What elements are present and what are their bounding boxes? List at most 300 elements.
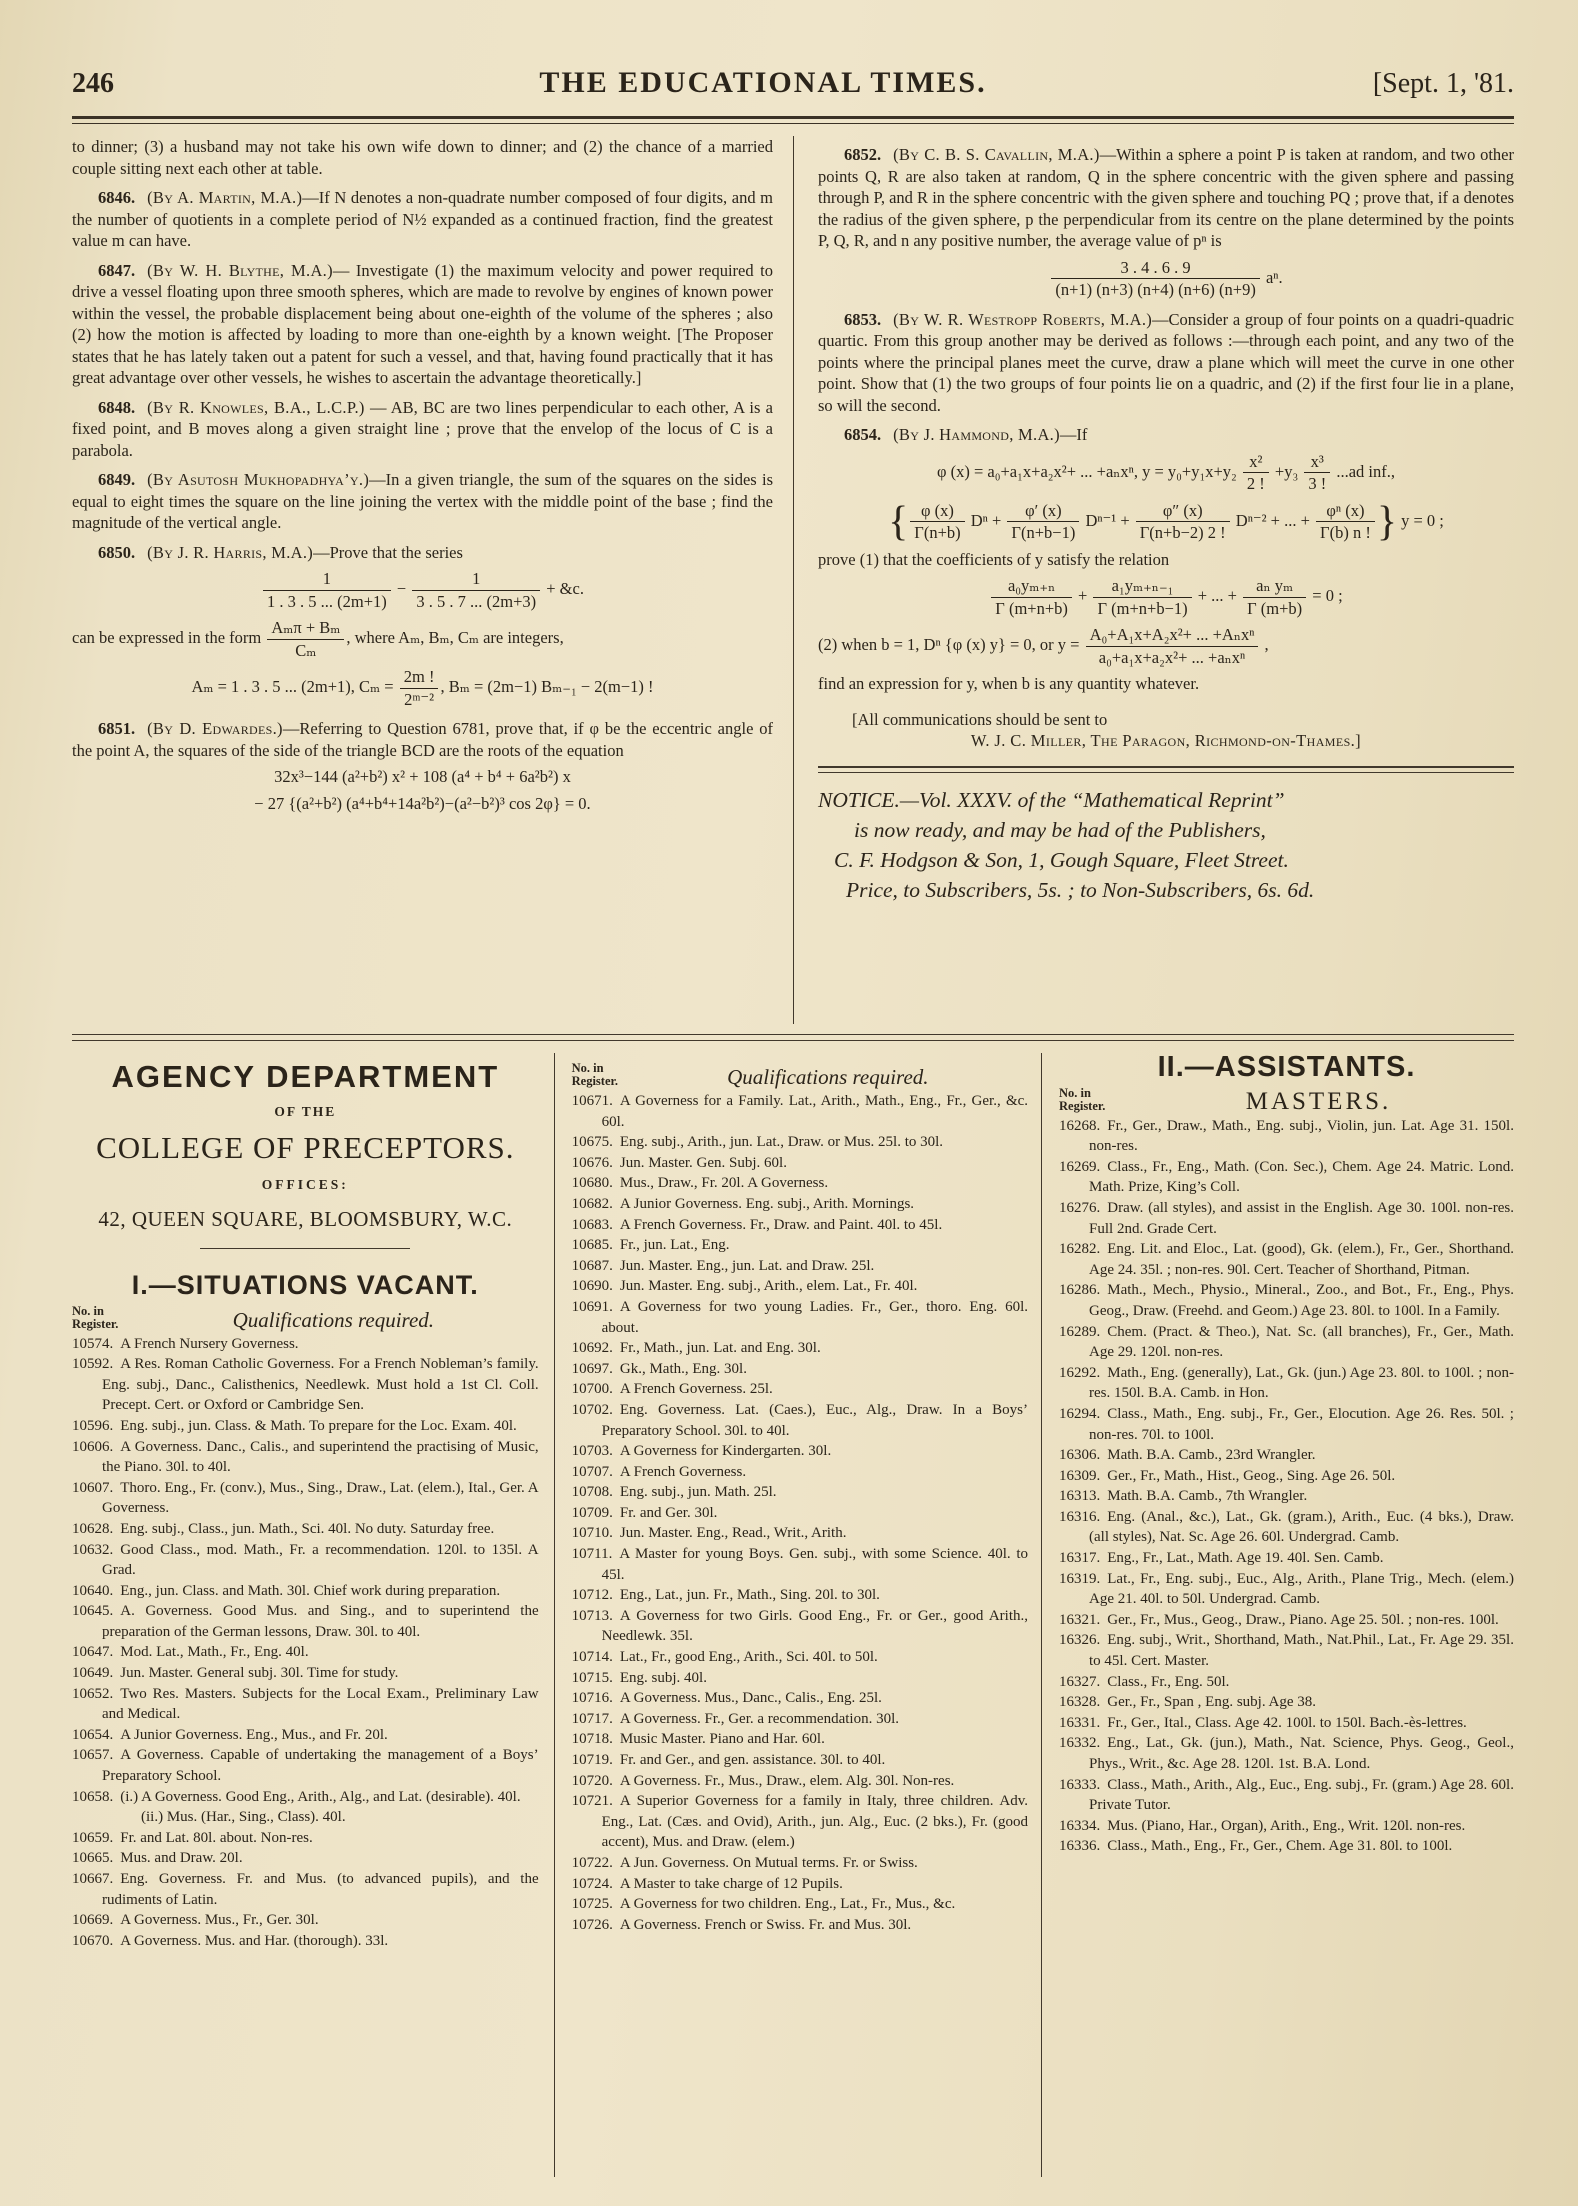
problem-lead — [72, 469, 773, 534]
fraction: $\frac{\varphi (x)}{\Gamma(n+b)}$ — [908, 500, 966, 544]
entry-text: Two Res. Masters. Subjects for the Local Exam., Preliminary Law and Medical. — [102, 1685, 539, 1723]
register-entry — [1059, 1713, 1514, 1734]
entry-number: 10676. — [571, 1154, 613, 1171]
entry-text: Eng. (Anal., &c.), Lat., Gk. (gram.), Arith., Euc. (4 bks.), Draw. (all styles), Nat. Sc. Age 26. 60l. Undergrad. Camb. — [1089, 1508, 1514, 1546]
entry-number: 10665. — [72, 1850, 114, 1867]
formula-line — [72, 766, 773, 788]
problem-number: 6851. — [98, 719, 136, 738]
header-double-rule — [72, 116, 1514, 124]
notice-double-rule — [818, 766, 1514, 773]
entry-text: Good Class., mod. Math., Fr. a recommendation. 120l. to 135l. A Grad. — [102, 1541, 539, 1579]
problem-body — [818, 451, 1514, 695]
entry-text: Lat., Fr., Eng. subj., Euc., Alg., Arith., Plane Trig., Mech. (elem.) Age 21. 40l. to 50l. Undergrad. Camb. — [1089, 1570, 1514, 1608]
entry-text: Class., Math., Arith., Alg., Euc., Eng. subj., Fr. (gram.) Age 28. 60l. Private Tutor. — [1089, 1776, 1514, 1814]
register-entry — [1059, 1692, 1514, 1713]
register-entry — [72, 1581, 539, 1602]
entry-text: Chem. (Pract. & Theo.), Nat. Sc. (all branches), Fr., Ger., Math. Age 29. 120l. non-res. — [1089, 1323, 1514, 1361]
register-entry — [572, 1400, 1028, 1441]
entry-text: A Governess. Capable of undertaking the management of a Boys’ Preparatory School. — [102, 1747, 539, 1785]
entry-text: A Governess for a Family. Lat., Arith., Math., Eng., Fr., Ger., &c. 60l. — [601, 1093, 1029, 1130]
problem — [72, 397, 773, 462]
entry-number: 10722. — [571, 1854, 613, 1871]
entry-text: Eng. Governess. Lat. (Caes.), Euc., Alg., Draw. In a Boys’ Preparatory School. 30l. to 40l. — [601, 1401, 1029, 1439]
agency-section — [72, 1053, 1514, 2177]
register-entry — [572, 1688, 1028, 1709]
entry-number: 10607. — [72, 1479, 114, 1496]
entry-number: 16289. — [1059, 1323, 1101, 1340]
entry-text: Fr. and Ger. 30l. — [619, 1504, 718, 1521]
formula-text: , Bₘ = (2m−1) Bₘ₋₁ − 2(m−1) ! — [440, 676, 654, 696]
register-entry — [1059, 1157, 1514, 1198]
register-entry — [72, 1334, 539, 1355]
register-entry — [1059, 1198, 1514, 1239]
formula-line — [72, 793, 773, 815]
problem-statement: — AB, BC are two lines perpendicular to each other, A is a fixed point, and B moves along a given straight line ; prove that the envelop of the locus of C is a parabola. — [72, 397, 773, 460]
entry-text: (ii.) Mus. (Har., Sing., Class). 40l. — [141, 1809, 346, 1826]
entry-number: 16286. — [1059, 1282, 1101, 1299]
register-entry — [72, 1416, 539, 1437]
problems-right-list — [818, 144, 1514, 695]
big-brace: { — [888, 498, 909, 545]
entry-number: 10671. — [571, 1093, 613, 1109]
problem-author: (By D. Edwardes.) — [147, 719, 283, 738]
entry-text: Gk., Math., Eng. 30l. — [619, 1360, 747, 1377]
register-entry — [1059, 1239, 1514, 1280]
register-entry — [572, 1338, 1028, 1359]
entry-text: A Governess for Kindergarten. 30l. — [619, 1443, 832, 1460]
entry-number: 16313. — [1059, 1488, 1101, 1505]
formula-text: φ (x) = a₀+a₁x+a₂x²+ ... +aₙxⁿ, y = y₀+y₁x+y₂ — [936, 461, 1241, 481]
fraction: $\frac{\text{a₁yₘ₊ₙ₋₁}}{\Gamma (m+n+b-1)}$ — [1091, 575, 1193, 619]
notice-line2: is now ready, and may be had of the Publishers, — [854, 817, 1266, 842]
entry-number: 10632. — [72, 1541, 114, 1558]
entry-text: A Governess for two children. Eng., Lat., Fr., Mus., &c. — [619, 1896, 956, 1913]
entry-text: A. Governess. Good Mus. and Sing., and to superintend the preparation of the German lessons, Draw. 30l. to 40l. — [102, 1603, 539, 1640]
register-entry — [572, 1668, 1028, 1689]
register-entry — [72, 1848, 539, 1869]
qualifications-label: Qualifications required. — [727, 1065, 929, 1090]
entry-text: Eng. subj. 40l. — [619, 1669, 707, 1686]
register-entry — [572, 1544, 1028, 1585]
page-header — [72, 66, 1514, 100]
problem-number: 6854. — [844, 425, 882, 444]
problem — [72, 260, 773, 389]
problem-lead — [72, 718, 773, 761]
entry-number: 10690. — [571, 1278, 613, 1295]
entry-text: Fr., Ger., Draw., Math., Eng. subj., Violin, jun. Lat. Age 31. 150l. non-res. — [1089, 1117, 1514, 1155]
problem-lead — [72, 542, 773, 564]
entry-text: Eng. subj., jun. Math. 25l. — [619, 1484, 777, 1501]
formula-line — [818, 624, 1514, 668]
problems-section — [72, 136, 1514, 1024]
register-entry — [72, 1725, 539, 1746]
entry-text: A Governess. Danc., Calis., and superintend the practising of Music, the Piano. 30l. to 40l. — [102, 1438, 539, 1476]
register-entry — [572, 1585, 1028, 1606]
formula-text: ...ad inf., — [1332, 461, 1395, 481]
entry-text: Eng. subj., Writ., Shorthand, Math., Nat.Phil., Lat., Fr. Age 29. 35l. to 45l. Cert. Master. — [1089, 1632, 1514, 1670]
problem — [72, 469, 773, 534]
agency-college: COLLEGE OF PRECEPTORS. — [96, 1130, 515, 1166]
register-entry — [572, 1482, 1028, 1503]
page-title: THE EDUCATIONAL TIMES. — [539, 66, 987, 99]
assistants-title: II.—ASSISTANTS. — [1157, 1053, 1416, 1083]
entry-number: 16326. — [1059, 1632, 1101, 1649]
formula-text: = 0 ; — [1308, 585, 1343, 605]
entry-number: 10691. — [571, 1298, 613, 1315]
problems-left-list — [72, 187, 773, 814]
page-number: 246 — [72, 68, 114, 99]
problem-text: prove (1) that the coefficients of y satisfy the relation — [818, 549, 1170, 569]
entry-number: 16282. — [1059, 1241, 1101, 1258]
problem-lead — [72, 397, 773, 462]
problem-body — [72, 766, 773, 814]
communications-line2: W. J. C. Miller, The Paragon, Richmond-on-Thames.] — [970, 731, 1362, 750]
entry-text: A Master to take charge of 12 Pupils. — [619, 1875, 843, 1892]
register-entry — [1059, 1466, 1514, 1487]
register-entry — [572, 1606, 1028, 1647]
entry-number: 10647. — [72, 1644, 114, 1661]
entry-number: 16317. — [1059, 1550, 1101, 1567]
entry-number: 10606. — [72, 1438, 114, 1455]
entry-text: Jun. Master. Gen. Subj. 60l. — [619, 1154, 787, 1171]
masters-title: MASTERS. — [1245, 1088, 1392, 1115]
register-entry — [72, 1601, 539, 1642]
register-label: Register. — [1059, 1098, 1106, 1113]
entry-number: 10718. — [571, 1731, 613, 1748]
entry-number: 10685. — [571, 1237, 613, 1254]
problem-author: (By W. R. Westropp Roberts, M.A.) — [893, 309, 1153, 329]
problem-number: 6849. — [98, 470, 136, 489]
entry-text: Eng. subj., Arith., jun. Lat., Draw. or Mus. 25l. to 30l. — [619, 1134, 944, 1151]
entry-number: 10708. — [571, 1484, 613, 1501]
register-entry — [1059, 1610, 1514, 1631]
formula-text: aⁿ. — [1261, 267, 1283, 287]
entry-text: Mod. Lat., Math., Fr., Eng. 40l. — [120, 1644, 309, 1661]
fraction: $\frac{\text{A₀+A₁x+A₂x²+ ... +Aₙxⁿ}}{\text{a₀+a₁x+a₂x²+ ... +aₙxⁿ}}$ — [1084, 624, 1261, 668]
formula-text: − 27 {(a²+b²) (a⁴+b⁴+14a²b²)−(a²−b²)³ cos 2φ} = 0. — [254, 793, 591, 813]
entry-text: A Governess. Fr., Mus., Draw., elem. Alg. 30l. Non-res. — [619, 1772, 955, 1789]
register-entry — [572, 1729, 1028, 1750]
entry-text: A Master for young Boys. Gen. subj., with some Science. 40l. to 45l. — [601, 1546, 1029, 1583]
entry-number: 10628. — [72, 1520, 114, 1537]
register-entry — [572, 1091, 1028, 1132]
vacant-left-list — [72, 1334, 539, 1952]
register-entry — [1059, 1672, 1514, 1693]
register-entry — [1059, 1404, 1514, 1445]
entry-number: 16268. — [1059, 1117, 1101, 1134]
register-entry — [572, 1503, 1028, 1524]
entry-text: A Governess. Mus., Fr., Ger. 30l. — [120, 1912, 319, 1929]
entry-text: Thoro. Eng., Fr. (conv.), Mus., Sing., Draw., Lat. (elem.), Ital., Ger. A Governess. — [102, 1479, 539, 1517]
problem-statement: —In a given triangle, the sum of the squares on the sides is equal to eight times the square on the line joining the vertex with the middle point of the base ; find the magnitude of the vertical angle. — [72, 470, 773, 532]
register-label: Register. — [571, 1074, 619, 1088]
entry-number: 10712. — [571, 1587, 613, 1604]
register-entry — [572, 1256, 1028, 1277]
register-entry — [72, 1869, 539, 1910]
entry-number: 10669. — [72, 1912, 114, 1929]
entry-number: 10657. — [72, 1747, 114, 1764]
no-in-label: No. in — [1059, 1085, 1091, 1100]
entry-number: 10680. — [571, 1175, 613, 1192]
entry-text: Fr., Math., jun. Lat. and Eng. 30l. — [619, 1340, 821, 1357]
register-entry — [72, 1478, 539, 1519]
entry-text: Math. B.A. Camb., 23rd Wrangler. — [1107, 1447, 1316, 1464]
column-label-row — [72, 1305, 539, 1331]
entry-number: 10711. — [571, 1546, 613, 1563]
problem-author: (By J. R. Harris, M.A.) — [147, 542, 314, 562]
formula-text: 32x³−144 (a²+b²) x² + 108 (a⁴ + b⁴ + 6a²b²) x — [274, 767, 571, 786]
formula-text: + ... + — [1193, 585, 1242, 605]
entry-text: Math. B.A. Camb., 7th Wrangler. — [1107, 1488, 1308, 1505]
register-entry — [72, 1787, 539, 1808]
fraction: $\frac{\text{x²}}{2 !}$ — [1241, 451, 1271, 495]
entry-text: Mus. and Draw. 20l. — [120, 1850, 243, 1867]
fraction: $\frac{\text{a₀yₘ₊ₙ}}{\Gamma (m+n+b)}$ — [989, 575, 1074, 619]
entry-text: Eng., jun. Class. and Math. 30l. Chief work during preparation. — [120, 1582, 501, 1599]
entry-text: Draw. (all styles), and assist in the English. Age 30. 100l. non-res. Full 2nd. Grade Cert. — [1089, 1199, 1514, 1237]
register-entry — [1059, 1322, 1514, 1363]
problem-number: 6847. — [98, 260, 136, 280]
entry-number: 16269. — [1059, 1158, 1101, 1175]
register-entry — [572, 1915, 1028, 1936]
entry-number: 10719. — [571, 1752, 613, 1768]
entry-number: 16333. — [1059, 1776, 1101, 1793]
register-entry — [1059, 1548, 1514, 1569]
register-entry — [1059, 1280, 1514, 1321]
register-entry — [572, 1709, 1028, 1730]
entry-number: 10714. — [571, 1649, 613, 1666]
vacant-middle-list — [572, 1091, 1028, 1935]
situations-vacant-title: I.—SITUATIONS VACANT. — [131, 1269, 479, 1300]
entry-text: Lat., Fr., good Eng., Arith., Sci. 40l. to 50l. — [619, 1649, 878, 1666]
page-date: [Sept. 1, '81. — [1372, 68, 1514, 99]
formula-text: + &c. — [542, 578, 584, 598]
assistants-column — [1041, 1053, 1514, 2177]
register-entry — [572, 1379, 1028, 1400]
formula-text: Aₘ = 1 . 3 . 5 ... (2m+1), Cₘ = — [191, 676, 398, 696]
entry-number: 16309. — [1059, 1467, 1101, 1484]
no-in-register-label — [1059, 1087, 1149, 1113]
register-entry — [572, 1874, 1028, 1895]
problem-author: (By J. Hammond, M.A.) — [893, 425, 1060, 444]
entry-text: Math., Eng. (generally), Lat., Gk. (jun.) Age 23. 80l. to 100l. ; non-res. 150l. B.A. Camb. in Hon. — [1089, 1364, 1514, 1402]
register-entry — [572, 1297, 1028, 1338]
vacancies-middle-column — [554, 1053, 1041, 2177]
register-entry — [72, 1437, 539, 1478]
register-entry — [72, 1828, 539, 1849]
entry-text: Fr., jun. Lat., Eng. — [619, 1237, 730, 1254]
register-entry — [72, 1684, 539, 1725]
entry-number: 10687. — [571, 1257, 613, 1274]
register-entry — [1059, 1630, 1514, 1671]
formula-line — [818, 257, 1514, 301]
register-entry — [572, 1462, 1028, 1483]
entry-number: 10645. — [72, 1603, 114, 1620]
register-entry — [572, 1132, 1028, 1153]
problem-number: 6846. — [98, 188, 136, 207]
entry-number: 10574. — [72, 1335, 114, 1352]
agency-title: AGENCY DEPARTMENT — [111, 1059, 500, 1094]
problem — [72, 187, 773, 252]
entry-number: 10710. — [571, 1525, 613, 1542]
entry-number: 10702. — [571, 1401, 613, 1418]
entry-number: 16292. — [1059, 1364, 1101, 1381]
entry-number: 10659. — [72, 1829, 114, 1846]
problem-statement: —If N denotes a non-quadrate number composed of four digits, and m the number of quotients in a complete period of N½ expanded as a continued fraction, find the greatest value m can have. — [72, 188, 773, 250]
problem-number: 6850. — [98, 542, 136, 562]
entry-number: 10640. — [72, 1582, 114, 1599]
problem-lead — [72, 260, 773, 389]
agency-ofthe: OF THE — [274, 1103, 337, 1119]
no-in-label: No. in — [72, 1303, 104, 1318]
entry-text: Ger., Fr., Mus., Geog., Draw., Piano. Age 25. 50l. ; non-res. 100l. — [1107, 1611, 1499, 1628]
no-in-register-label — [72, 1305, 162, 1331]
entry-text: Mus. (Piano, Har., Organ), Arith., Eng., Writ. 120l. non-res. — [1107, 1817, 1466, 1834]
problem-lead — [818, 424, 1514, 446]
entry-number: 16294. — [1059, 1405, 1101, 1422]
entry-text: Jun. Master. Eng. subj., Arith., elem. Lat., Fr. 40l. — [619, 1278, 918, 1295]
formula-line — [72, 568, 773, 612]
fraction: $\frac{\text{φⁿ (x)}}{\Gamma(b) n !}$ — [1314, 500, 1377, 544]
entry-text: Fr. and Lat. 80l. about. Non-res. — [120, 1829, 313, 1846]
qualifications-label: Qualifications required. — [232, 1307, 435, 1332]
problem-lead — [818, 144, 1514, 252]
problem-author: (By Asutosh Mukhopadhya’y.) — [147, 470, 370, 489]
column-label-row — [1059, 1087, 1514, 1113]
register-entry — [572, 1791, 1028, 1853]
entry-number: 16321. — [1059, 1611, 1101, 1628]
register-entry — [572, 1853, 1028, 1874]
entry-number: 10697. — [571, 1360, 613, 1377]
register-entry — [572, 1215, 1028, 1236]
register-entry — [572, 1894, 1028, 1915]
formula-line — [818, 575, 1514, 619]
entry-number: 10675. — [571, 1134, 613, 1151]
problem — [72, 718, 773, 814]
entry-text: A Governess. Fr., Ger. a recommendation. 30l. — [619, 1710, 899, 1727]
agency-department-heading — [72, 1053, 539, 1249]
register-entry — [1059, 1775, 1514, 1816]
entry-text: A Governess for two young Ladies. Fr., Ger., thoro. Eng. 60l. about. — [601, 1298, 1029, 1336]
entry-text: Fr. and Ger., and gen. assistance. 30l. to 40l. — [619, 1752, 886, 1768]
register-entry — [572, 1276, 1028, 1297]
register-entry — [72, 1745, 539, 1786]
entry-number: 10649. — [72, 1665, 114, 1682]
entry-number: 16328. — [1059, 1694, 1101, 1711]
problem-lead — [818, 309, 1514, 417]
problem-statement: — Investigate (1) the maximum velocity and power required to drive a vessel floating upon three smooth spheres, which are made to revolve by engines of known power within the vessel, the probable displacement being about one-eighth of the volume of the spheres ; also (2) how the motion is affected by loading to more than one-eighth by a known weight. [The Proposer states that he has lately taken out a patent for such a vessel, and that, having found practically that it has great advantage over other vessels, he wishes to ascertain the advantage theoretically.] — [72, 260, 773, 387]
entry-text: A French Governess. Fr., Draw. and Paint. 40l. to 45l. — [619, 1216, 943, 1233]
entry-text: Ger., Fr., Math., Hist., Geog., Sing. Age 26. 50l. — [1107, 1467, 1396, 1484]
entry-text: Eng. subj., jun. Class. & Math. To prepare for the Loc. Exam. 40l. — [120, 1417, 517, 1434]
register-entry — [572, 1173, 1028, 1194]
communications-line1: [All communications should be sent to — [852, 709, 1108, 729]
entry-text: (i.) A Governess. Good Eng., Arith., Alg., and Lat. (desirable). 40l. — [120, 1788, 521, 1805]
entry-number: 10682. — [571, 1195, 613, 1212]
entry-number: 10658. — [72, 1788, 114, 1805]
register-entry — [72, 1807, 539, 1828]
masters-list — [1059, 1116, 1514, 1857]
entry-number: 10667. — [72, 1871, 114, 1887]
entry-number: 16319. — [1059, 1570, 1101, 1587]
formula-text: + — [1073, 585, 1092, 605]
entry-text: A Junior Governess. Eng., Mus., and Fr. 20l. — [120, 1726, 388, 1743]
entry-text: Eng., Lat., jun. Fr., Math., Sing. 20l. to 30l. — [619, 1587, 880, 1604]
no-in-label: No. in — [571, 1061, 604, 1075]
problem-body — [72, 568, 773, 710]
formula-text: y = 0 ; — [1397, 510, 1444, 530]
formula-text: Dⁿ⁻¹ + — [1081, 510, 1134, 530]
entry-text: Class., Math., Eng., Fr., Ger., Chem. Age 31. 80l. to 100l. — [1107, 1838, 1453, 1855]
entry-number: 10707. — [571, 1463, 613, 1480]
entry-number: 10683. — [571, 1216, 613, 1233]
big-brace: } — [1376, 498, 1397, 545]
formula-text: , where Aₘ, Bₘ, Cₘ are integers, — [346, 627, 564, 647]
entry-text: A French Governess. 25l. — [619, 1381, 773, 1398]
fraction: $\frac{\varphi'' (x)}{\Gamma(n+b-2) 2 !}$ — [1134, 500, 1232, 544]
entry-text: Ger., Fr., Span , Eng. subj. Age 38. — [1107, 1694, 1317, 1711]
entry-number: 10724. — [571, 1875, 613, 1892]
entry-number: 10652. — [72, 1685, 114, 1702]
register-entry — [572, 1750, 1028, 1771]
entry-text: A Jun. Governess. On Mutual terms. Fr. or Swiss. — [619, 1854, 918, 1871]
register-entry — [572, 1441, 1028, 1462]
formula-text: can be expressed in the form — [72, 627, 266, 647]
problem-body — [818, 257, 1514, 301]
carryover-paragraph: to dinner; (3) a husband may not take his own wife down to dinner; and (2) the chance of a married couple sitting next each other at table. — [72, 137, 773, 178]
entry-number: 10703. — [571, 1443, 613, 1460]
entry-text: Eng., Fr., Lat., Math. Age 19. 40l. Sen. Camb. — [1107, 1550, 1384, 1567]
problem-statement: —Prove that the series — [313, 542, 463, 562]
entry-text: Fr., Ger., Ital., Class. Age 42. 100l. to 150l. Bach.-ès-lettres. — [1107, 1714, 1467, 1731]
entry-number: 10654. — [72, 1726, 114, 1743]
entry-number: 10692. — [571, 1340, 613, 1357]
entry-number: 10725. — [571, 1896, 613, 1913]
register-entry — [72, 1519, 539, 1540]
register-entry — [72, 1540, 539, 1581]
entry-number: 16336. — [1059, 1838, 1101, 1855]
vacancies-left-column — [72, 1053, 554, 2177]
problem-statement: —If — [1059, 425, 1088, 444]
fraction: $\frac{\text{Aₘπ + Bₘ}}{\text{Cₘ}}$ — [265, 617, 346, 661]
notice-line3: C. F. Hodgson & Son, 1, Gough Square, Fleet Street. — [834, 847, 1289, 872]
entry-number: 10721. — [571, 1793, 613, 1810]
problem-statement: —Referring to Question 6781, prove that, if φ be the eccentric angle of the point A, the squares of the side of the triangle BCD are the roots of the equation — [72, 719, 773, 760]
register-entry — [572, 1194, 1028, 1215]
agency-address: 42, QUEEN SQUARE, BLOOMSBURY, W.C. — [98, 1207, 513, 1232]
entry-number: 16327. — [1059, 1673, 1101, 1690]
problem-author: (By R. Knowles, B.A., L.C.P.) — [147, 397, 365, 417]
fraction: $\frac{\text{x³}}{3 !}$ — [1302, 451, 1332, 495]
problem-number: 6852. — [844, 145, 882, 164]
register-entry — [72, 1354, 539, 1416]
register-entry — [1059, 1569, 1514, 1610]
notice-line4: Price, to Subscribers, 5s. ; to Non-Subscribers, 6s. 6d. — [846, 877, 1315, 902]
problem-statement: —Within a sphere a point P is taken at random, and two other points Q, R are also taken at random, Q in the sphere concentric with the given sphere and passing through P, and R in the sphere concentric with the given sphere and touching PQ ; prove that, if a denotes the radius of the given sphere, p the perpendicular from its centre on the plane determined by the points P, Q, R, and n any positive number, the average value of pⁿ is — [818, 145, 1514, 250]
entry-number: 10715. — [571, 1669, 613, 1686]
formula-text: (2) when b = 1, Dⁿ {φ (x) y} = 0, or y = — [818, 634, 1084, 654]
entry-text: Class., Math., Eng. subj., Fr., Ger., Elocution. Age 26. Res. 50l. ; non-res. 70l. to 100l. — [1089, 1405, 1514, 1443]
entry-text: A Res. Roman Catholic Governess. For a French Nobleman’s family. Eng. subj., Danc., Calisthenics, Needlewk. Must hold a 1st Cl. Coll. Precept. Cert. or Oxford or Cambridge Sen. — [102, 1356, 539, 1414]
register-entry — [572, 1771, 1028, 1792]
entry-text: Class., Fr., Eng., Math. (Con. Sec.), Chem. Age 24. Matric. Lond. Math. Prize, King’s Coll. — [1089, 1158, 1514, 1196]
register-label: Register. — [72, 1316, 119, 1331]
entry-text: Jun. Master. Eng., jun. Lat. and Draw. 25l. — [619, 1257, 875, 1274]
register-entry — [1059, 1836, 1514, 1857]
formula-line — [818, 451, 1514, 495]
register-entry — [1059, 1486, 1514, 1507]
register-entry — [572, 1153, 1028, 1174]
